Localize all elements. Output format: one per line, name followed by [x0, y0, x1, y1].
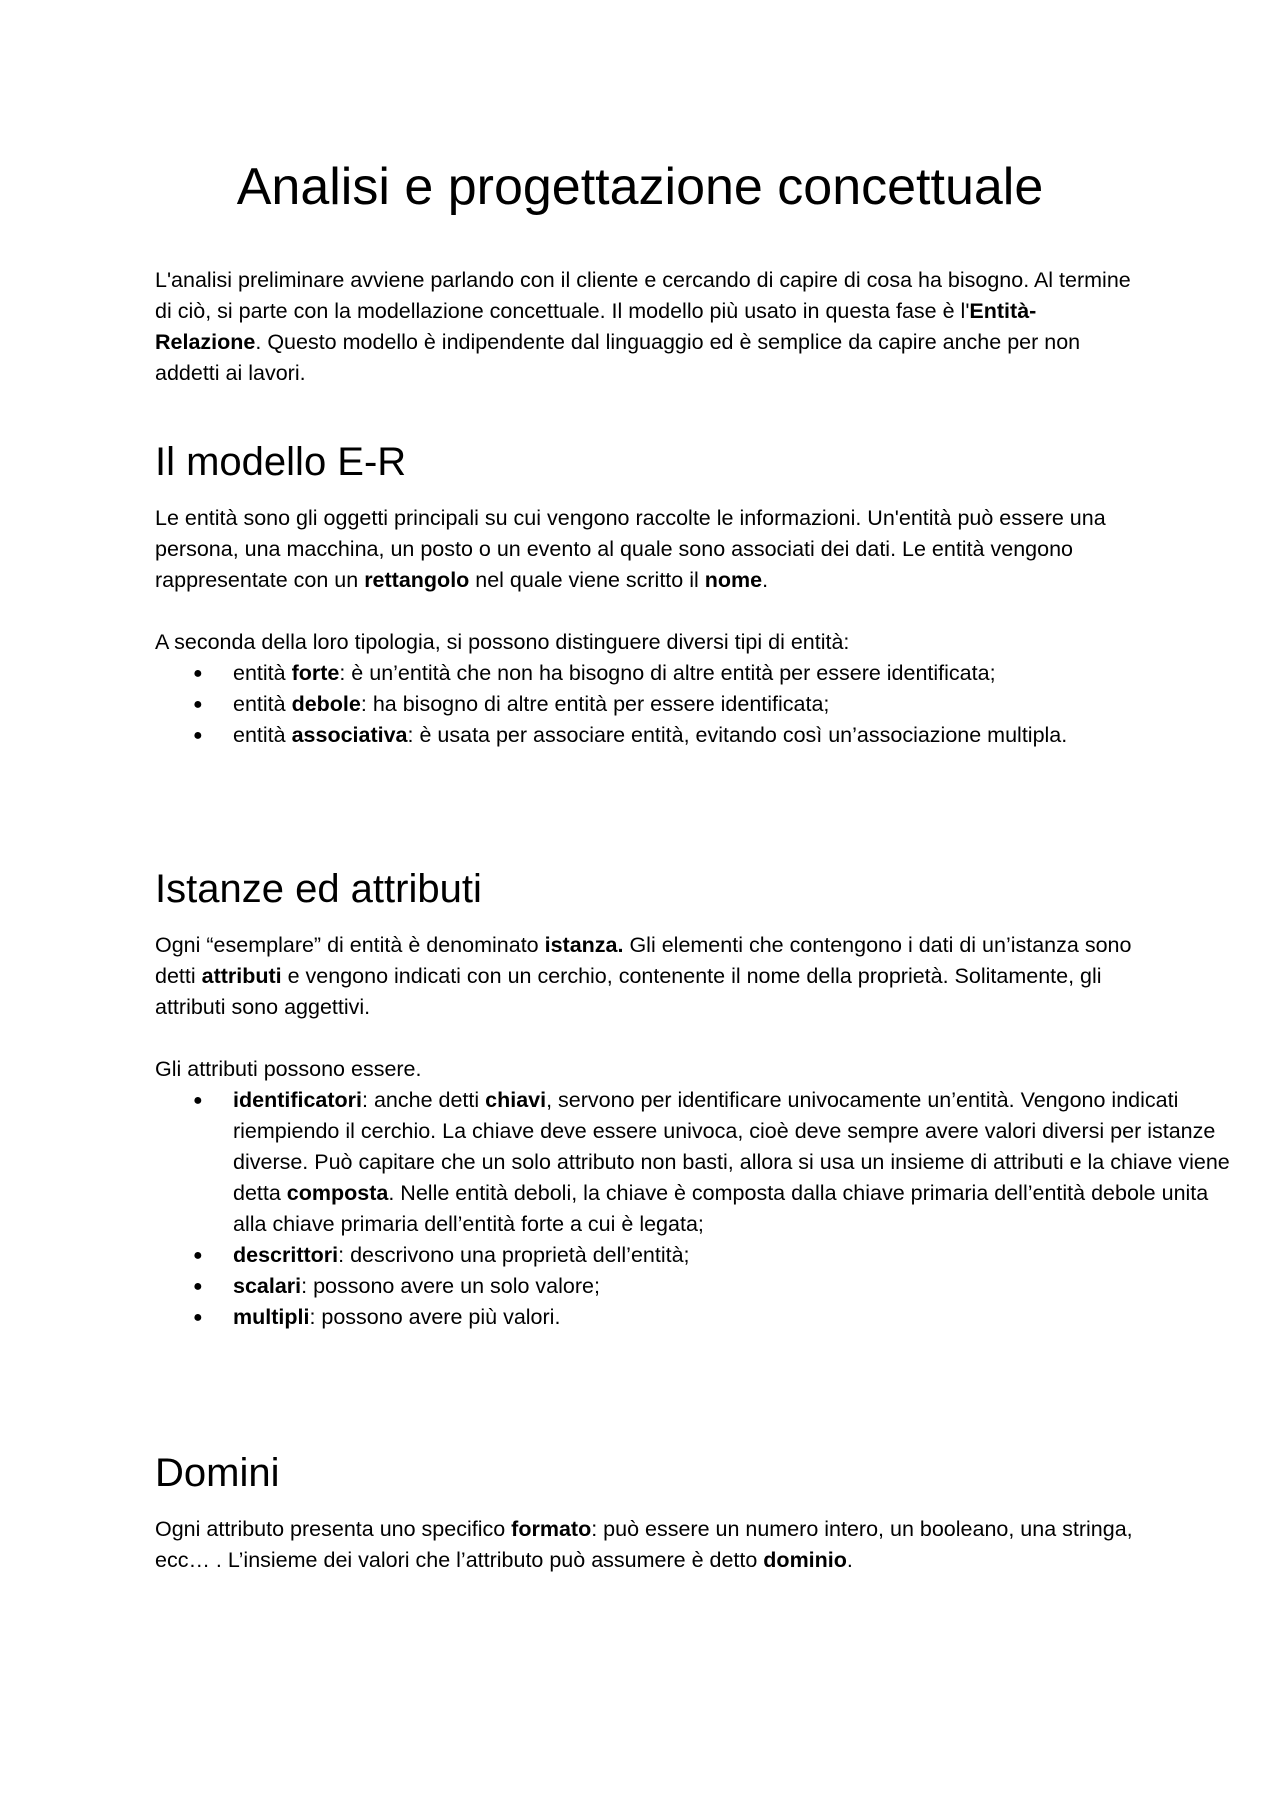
- text: : possono avere un solo valore;: [301, 1274, 600, 1298]
- text: Ogni attributo presenta uno specifico: [155, 1517, 512, 1541]
- er-paragraph: [155, 503, 1135, 596]
- bullet-icon: ●: [193, 1247, 203, 1264]
- text: L'analisi preliminare avviene parlando con il cliente e cercando di capire di cosa ha bisogno. Al termine di ciò, si parte con la modellazione concettuale. Il modello più usato in questa fase è l': [155, 268, 1131, 323]
- bullet-icon: ●: [193, 696, 203, 713]
- text: : ha bisogno di altre entità per essere identificata;: [360, 692, 830, 716]
- bold-term: chiavi: [485, 1088, 547, 1112]
- bullet-icon: ●: [193, 727, 203, 744]
- intro-paragraph: [155, 265, 1135, 389]
- section-heading-istanze: Istanze ed attributi: [155, 867, 482, 911]
- bold-term: debole: [291, 692, 361, 716]
- text: . Nelle entità deboli, la chiave è composta dalla chiave primaria dell’entità debole unita alla chiave primaria dell’entità forte a cui è legata;: [233, 1181, 1209, 1236]
- list-item: [155, 1240, 1155, 1271]
- bold-term: attributi: [201, 964, 282, 988]
- bold-term: identificatori: [233, 1088, 363, 1112]
- list-item: [155, 1085, 1233, 1240]
- text: entità: [233, 723, 292, 747]
- text: .: [762, 568, 769, 592]
- text: .: [846, 1548, 853, 1572]
- bold-term: forte: [291, 661, 340, 685]
- text: , servono per identificare univocamente un’entità. Vengono indicati riempiendo il cerchio. La chiave deve essere univoca, cioè deve sempre avere valori diversi per istanze diverse. Può capitare che un solo attributo non basti, allora si usa un insieme di attributi e la chiave viene detta: [233, 1088, 1230, 1205]
- text: : possono avere più valori.: [309, 1305, 561, 1329]
- bold-term: multipli: [233, 1305, 310, 1329]
- section-heading-er: Il modello E-R: [155, 440, 407, 484]
- text: Ogni “esemplare” di entità è denominato: [155, 933, 545, 957]
- list-item: [155, 1302, 1155, 1333]
- text: e vengono indicati con un cerchio, contenente il nome della proprietà. Solitamente, gli attributi sono aggettivi.: [155, 964, 1102, 1019]
- bold-term: rettangolo: [364, 568, 470, 592]
- text: entità: [233, 692, 292, 716]
- text: Gli elementi che contengono i dati di un’istanza sono detti: [155, 933, 1132, 988]
- er-types-intro: A seconda della loro tipologia, si possono distinguere diversi tipi di entità:: [155, 630, 850, 654]
- bold-term: descrittori: [233, 1243, 339, 1267]
- text: . Questo modello è indipendente dal linguaggio ed è semplice da capire anche per non addetti ai lavori.: [155, 330, 1081, 385]
- bold-term: composta: [286, 1181, 389, 1205]
- bold-term: scalari: [233, 1274, 302, 1298]
- attributes-intro: Gli attributi possono essere.: [155, 1057, 422, 1081]
- text: : è un’entità che non ha bisogno di altre entità per essere identificata;: [339, 661, 996, 685]
- text: : descrivono una proprietà dell’entità;: [338, 1243, 690, 1267]
- text: : può essere un numero intero, un booleano, una stringa, ecc… . L’insieme dei valori che l’attributo può assumere è detto: [155, 1517, 1133, 1572]
- text: entità: [233, 661, 292, 685]
- bold-term: nome: [704, 568, 763, 592]
- bold-term: Entità-Relazione: [155, 299, 1037, 354]
- domini-paragraph: [155, 1514, 1135, 1576]
- entity-types-list: [155, 658, 1155, 751]
- bold-term: istanza.: [544, 933, 624, 957]
- list-item: [155, 689, 1155, 720]
- text: : è usata per associare entità, evitando così un’associazione multipla.: [407, 723, 1068, 747]
- list-item: [155, 720, 1133, 751]
- bold-term: associativa: [291, 723, 408, 747]
- bullet-icon: ●: [193, 665, 203, 682]
- text: Le entità sono gli oggetti principali su cui vengono raccolte le informazioni. Un'entità può essere una persona, una macchina, un posto o un evento al quale sono associati dei dati. Le entità vengono rappresentate con un: [155, 506, 1106, 592]
- bold-term: formato: [511, 1517, 592, 1541]
- text: nel quale viene scritto il: [469, 568, 705, 592]
- list-item: [155, 1271, 1155, 1302]
- bullet-icon: ●: [193, 1278, 203, 1295]
- bullet-icon: ●: [193, 1309, 203, 1326]
- attribute-types-list: [155, 1085, 1230, 1333]
- text: : anche detti: [362, 1088, 486, 1112]
- section-heading-domini: Domini: [155, 1451, 280, 1495]
- bold-term: dominio: [763, 1548, 847, 1572]
- istanze-paragraph: [155, 930, 1135, 1023]
- page-title: Analisi e progettazione concettuale: [236, 158, 1044, 216]
- bullet-icon: ●: [193, 1092, 203, 1109]
- list-item: [155, 658, 1155, 689]
